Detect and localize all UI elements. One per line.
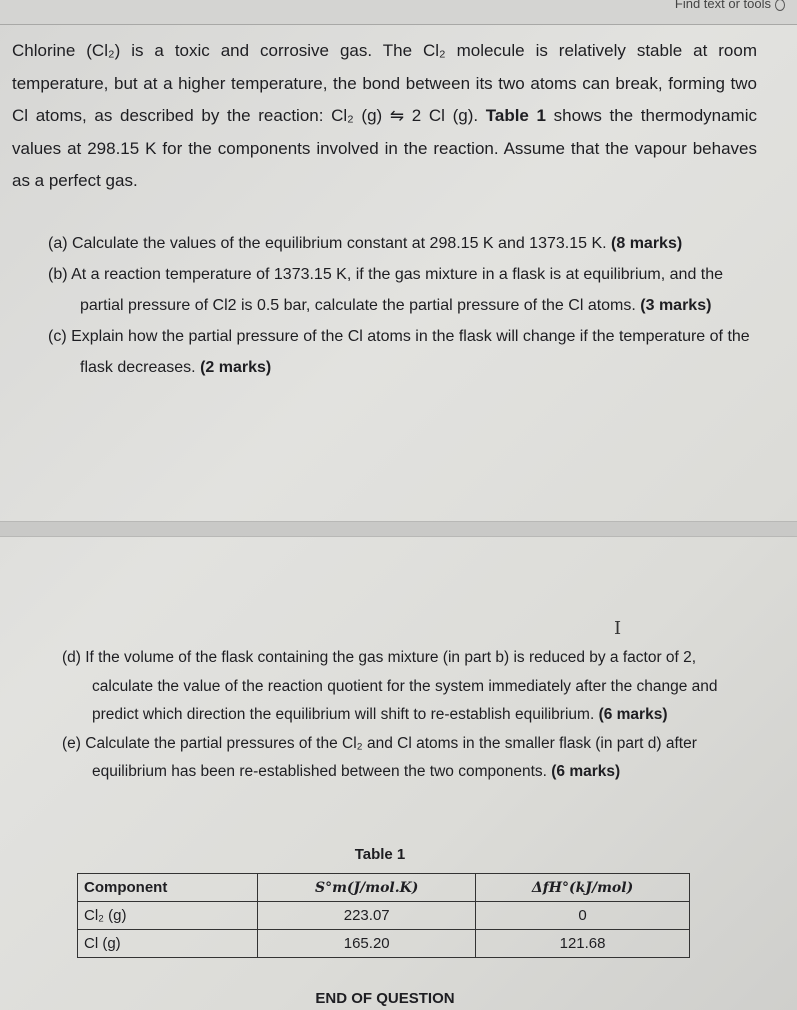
thermo-table bbox=[77, 873, 690, 958]
marks: (3 marks) bbox=[640, 297, 712, 314]
header-enthalpy: ΔfH°(kJ/mol) bbox=[476, 874, 690, 902]
find-tools-search[interactable] bbox=[675, 0, 785, 11]
header-component: Component bbox=[78, 874, 258, 902]
search-icon bbox=[775, 0, 785, 11]
header-entropy: S°m(J/mol.K) bbox=[258, 874, 476, 902]
table-header-row bbox=[78, 874, 690, 902]
find-tools-label: Find text or tools bbox=[674, 0, 771, 11]
question-a bbox=[48, 228, 756, 259]
text-cursor-icon: I bbox=[614, 618, 622, 639]
marks: (6 marks) bbox=[598, 706, 668, 723]
question-d bbox=[62, 644, 737, 730]
cell-enthalpy: 0 bbox=[476, 902, 690, 930]
question-text: (a) Calculate the values of the equilibrium constant at 298.15 K and 1373.15 K. bbox=[48, 235, 612, 252]
cell-component: Cl₂ (g) bbox=[78, 902, 258, 930]
top-toolbar bbox=[0, 0, 797, 25]
marks: (8 marks) bbox=[611, 235, 683, 252]
page-break bbox=[0, 521, 797, 537]
marks: (2 marks) bbox=[200, 359, 272, 376]
intro-paragraph bbox=[12, 35, 757, 198]
question-e bbox=[62, 730, 737, 787]
end-of-question: END OF QUESTION bbox=[315, 990, 455, 1007]
table-caption: Table 1 bbox=[354, 846, 406, 863]
intro-text: Chlorine (Cl₂) is a toxic and corrosive gas. The Cl₂ molecule is relatively stable at room temperature, but at a higher temperature, the bond between its two atoms can break, forming two Cl atoms, as described by the reaction: Cl₂ (g) ⇋ 2 Cl (g). bbox=[12, 41, 757, 125]
question-c bbox=[48, 321, 756, 383]
question-text: (c) Explain how the partial pressure of the Cl atoms in the flask will change if the temperature of the flask decreases. bbox=[48, 328, 750, 376]
cell-component: Cl (g) bbox=[78, 930, 258, 958]
table-row bbox=[78, 930, 690, 958]
question-text: (d) If the volume of the flask containing the gas mixture (in part b) is reduced by a factor of 2, calculate the value of the reaction quotient for the system immediately after the change and predict which direction the equilibrium will shift to re-establish equilibrium. bbox=[62, 649, 718, 723]
cell-entropy: 165.20 bbox=[258, 930, 476, 958]
question-b bbox=[48, 259, 756, 321]
table-row bbox=[78, 902, 690, 930]
question-text: (b) At a reaction temperature of 1373.15 K, if the gas mixture in a flask is at equilibrium, and the partial pressure of Cl2 is 0.5 bar, calculate the partial pressure of the Cl atoms. bbox=[48, 266, 724, 314]
question-list-1 bbox=[48, 228, 756, 383]
question-text: (e) Calculate the partial pressures of the Cl₂ and Cl atoms in the smaller flask (in part d) after equilibrium has been re-established between the two components. bbox=[62, 734, 697, 780]
marks: (6 marks) bbox=[551, 763, 621, 780]
table-ref: Table 1 bbox=[485, 106, 546, 125]
cell-enthalpy: 121.68 bbox=[476, 930, 690, 958]
cell-entropy: 223.07 bbox=[258, 902, 476, 930]
intro-text: shows the thermodynamic values at 298.15 K for the components involved in the reaction. Assume that the vapour behaves as a perfect gas. bbox=[12, 106, 757, 190]
question-list-2 bbox=[62, 644, 737, 787]
